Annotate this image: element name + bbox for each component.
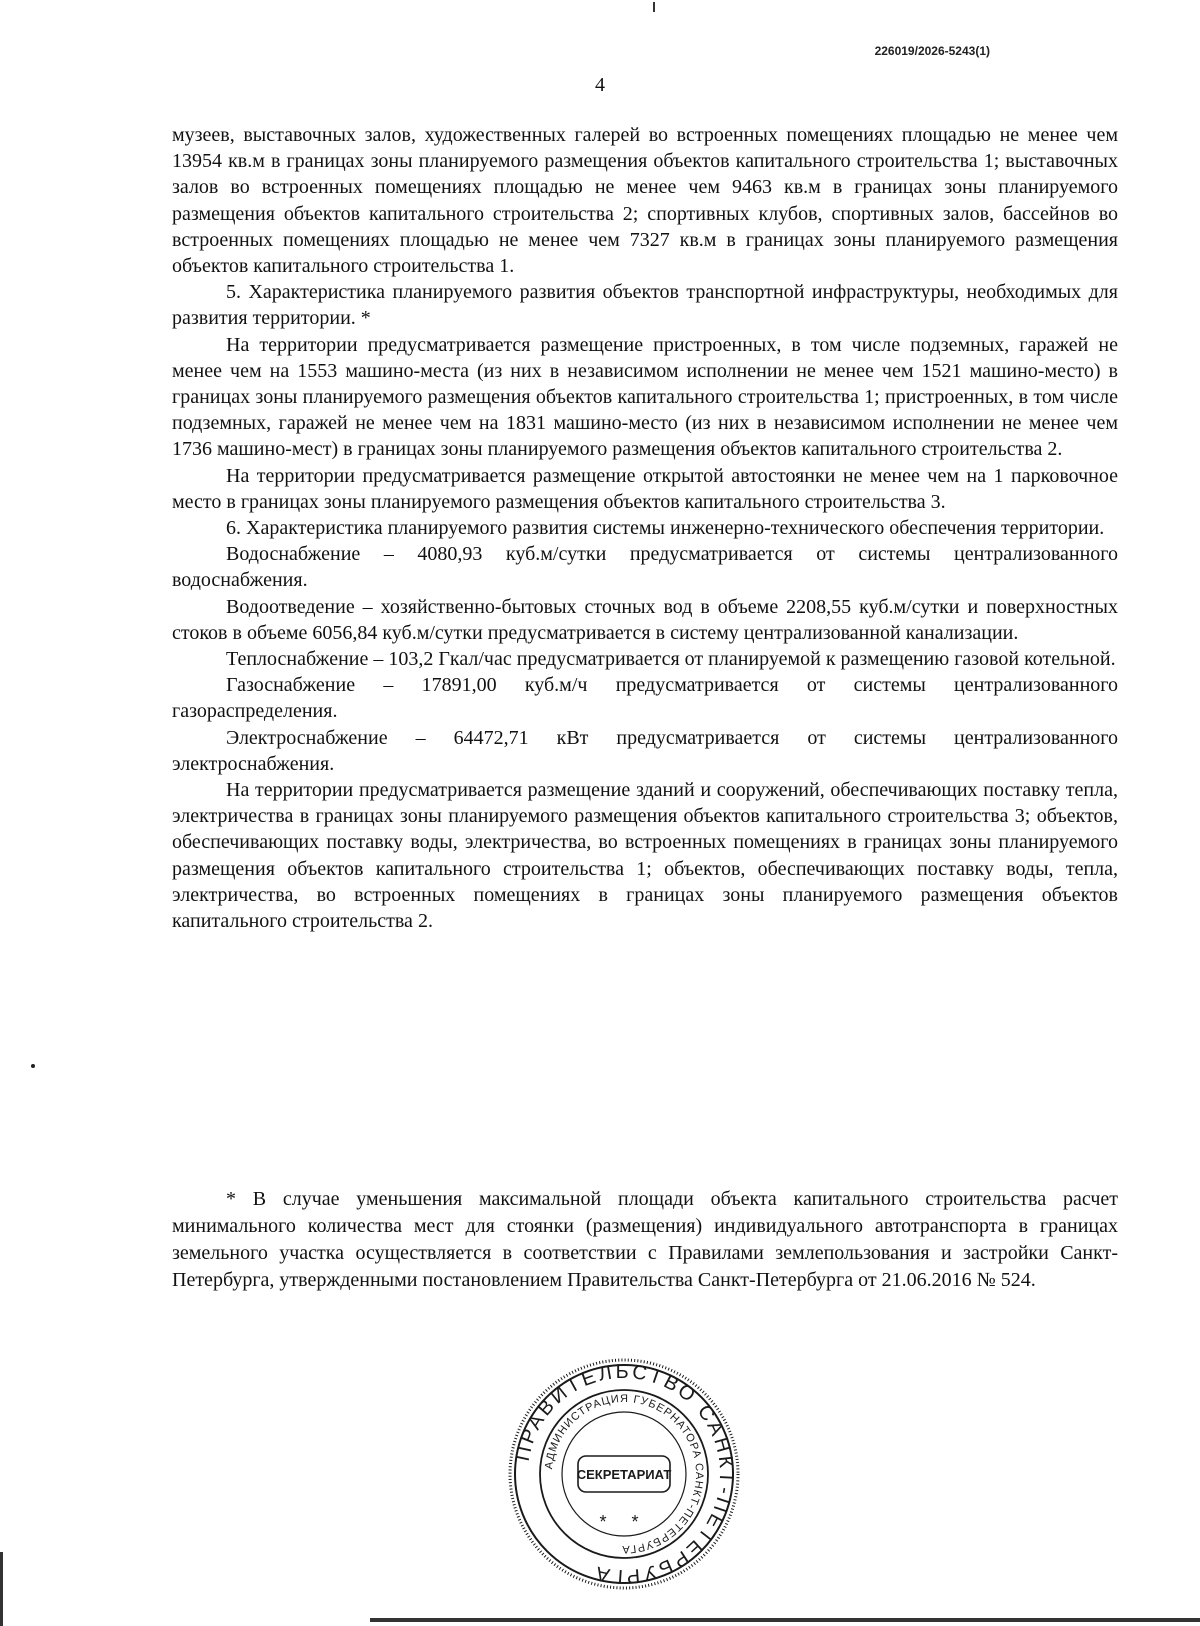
seal-outer-text: ПРАВИТЕЛЬСТВО САНКТ-ПЕТЕРБУРГА <box>511 1360 738 1588</box>
seal-inner-text: АДМИНИСТРАЦИЯ ГУБЕРНАТОРА САНКТ-ПЕТЕРБУРГА <box>543 1392 706 1556</box>
footnote: * В случае уменьшения максимальной площади объекта капитального строительства расчет минимального количества мест для стоянки (размещения) индивидуального автотранспорта в границах земельного участка осуществляется в соответствии с Правилами землепользования и застройки Санкт-Петербурга, утвержденными постановлением Правительства Санкт-Петербурга от 21.06.2016 № 524. <box>172 1188 1118 1291</box>
seal-graphic <box>506 1356 742 1592</box>
scan-artifact <box>653 2 655 12</box>
seal-stars: * * <box>599 1512 649 1532</box>
section-6-heading: 6. Характеристика планируемого развития системы инженерно-технического обеспечения территории. <box>226 517 1105 540</box>
section-5-heading: 5. Характеристика планируемого развития объектов транспортной инфраструктуры, необходимых для развития территории. * <box>172 281 1118 330</box>
paragraph-water-supply: Водоснабжение – 4080,93 куб.м/сутки предусматривается от системы централизованного водоснабжения. <box>172 543 1118 592</box>
paragraph-power-supply: Электроснабжение – 64472,71 кВт предусматривается от системы централизованного электроснабжения. <box>172 726 1118 775</box>
paragraph-sewerage: Водоотведение – хозяйственно-бытовых сточных вод в объеме 2208,55 куб.м/сутки и поверхностных стоков в объеме 6056,84 куб.м/сутки предусматривается в систему централизованной канализации. <box>172 595 1118 644</box>
paragraph-parking: На территории предусматривается размещение открытой автостоянки не менее чем на 1 парковочное место в границах зоны планируемого размещения объектов капитального строительства 3. <box>172 464 1118 513</box>
scan-artifact <box>370 1618 1200 1622</box>
paragraph-gas-supply: Газоснабжение – 17891,00 куб.м/ч предусматривается от системы централизованного газораспределения. <box>172 674 1118 723</box>
page-number: 4 <box>595 74 605 96</box>
scan-artifact <box>0 1552 3 1626</box>
paragraph-continuation: музеев, выставочных залов, художественных галерей во встроенных помещениях площадью не менее чем 13954 кв.м в границах зоны планируемого размещения объектов капитального строительства 1; выставочных залов во встроенных помещениях площадью не менее чем 9463 кв.м в границах зоны планируемого размещения объектов капитального строительства 2; спортивных клубов, спортивных залов, бассейнов во встроенных помещениях площадью не менее чем 7327 кв.м в границах зоны планируемого размещения объектов капитального строительства 1. <box>172 124 1118 278</box>
paragraph-heat-supply: Теплоснабжение – 103,2 Гкал/час предусматривается от планируемой к размещению газовой котельной. <box>226 648 1116 671</box>
document-registration-number: 226019/2026-5243(1) <box>874 44 990 58</box>
document-body <box>172 122 1118 934</box>
official-seal-stamp <box>506 1356 742 1592</box>
paragraph-garages: На территории предусматривается размещение пристроенных, в том числе подземных, гаражей не менее чем на 1553 машино-места (из них в независимом исполнении не менее чем 1521 машино-место) в границах зоны планируемого размещения объектов капитального строительства 1; пристроенных, в том числе подземных, гаражей не менее чем на 1831 машино-место (из них в независимом исполнении не менее чем 1736 машино-мест) в границах зоны планируемого размещения объектов капитального строительства 2. <box>172 333 1118 461</box>
seal-center-text: СЕКРЕТАРИАТ <box>576 1467 672 1482</box>
paragraph-utility-buildings: На территории предусматривается размещение зданий и сооружений, обеспечивающих поставку тепла, электричества в границах зоны планируемого размещения объектов капитального строительства 3; объектов, обеспечивающих поставку воды, электричества, во встроенных помещениях в границах зоны планируемого размещения объектов капитального строительства 1; объектов, обеспечивающих поставку воды, тепла, электричества, во встроенных помещениях в границах зоны планируемого размещения объектов капитального строительства 2. <box>172 779 1118 933</box>
scan-artifact <box>31 1064 35 1068</box>
